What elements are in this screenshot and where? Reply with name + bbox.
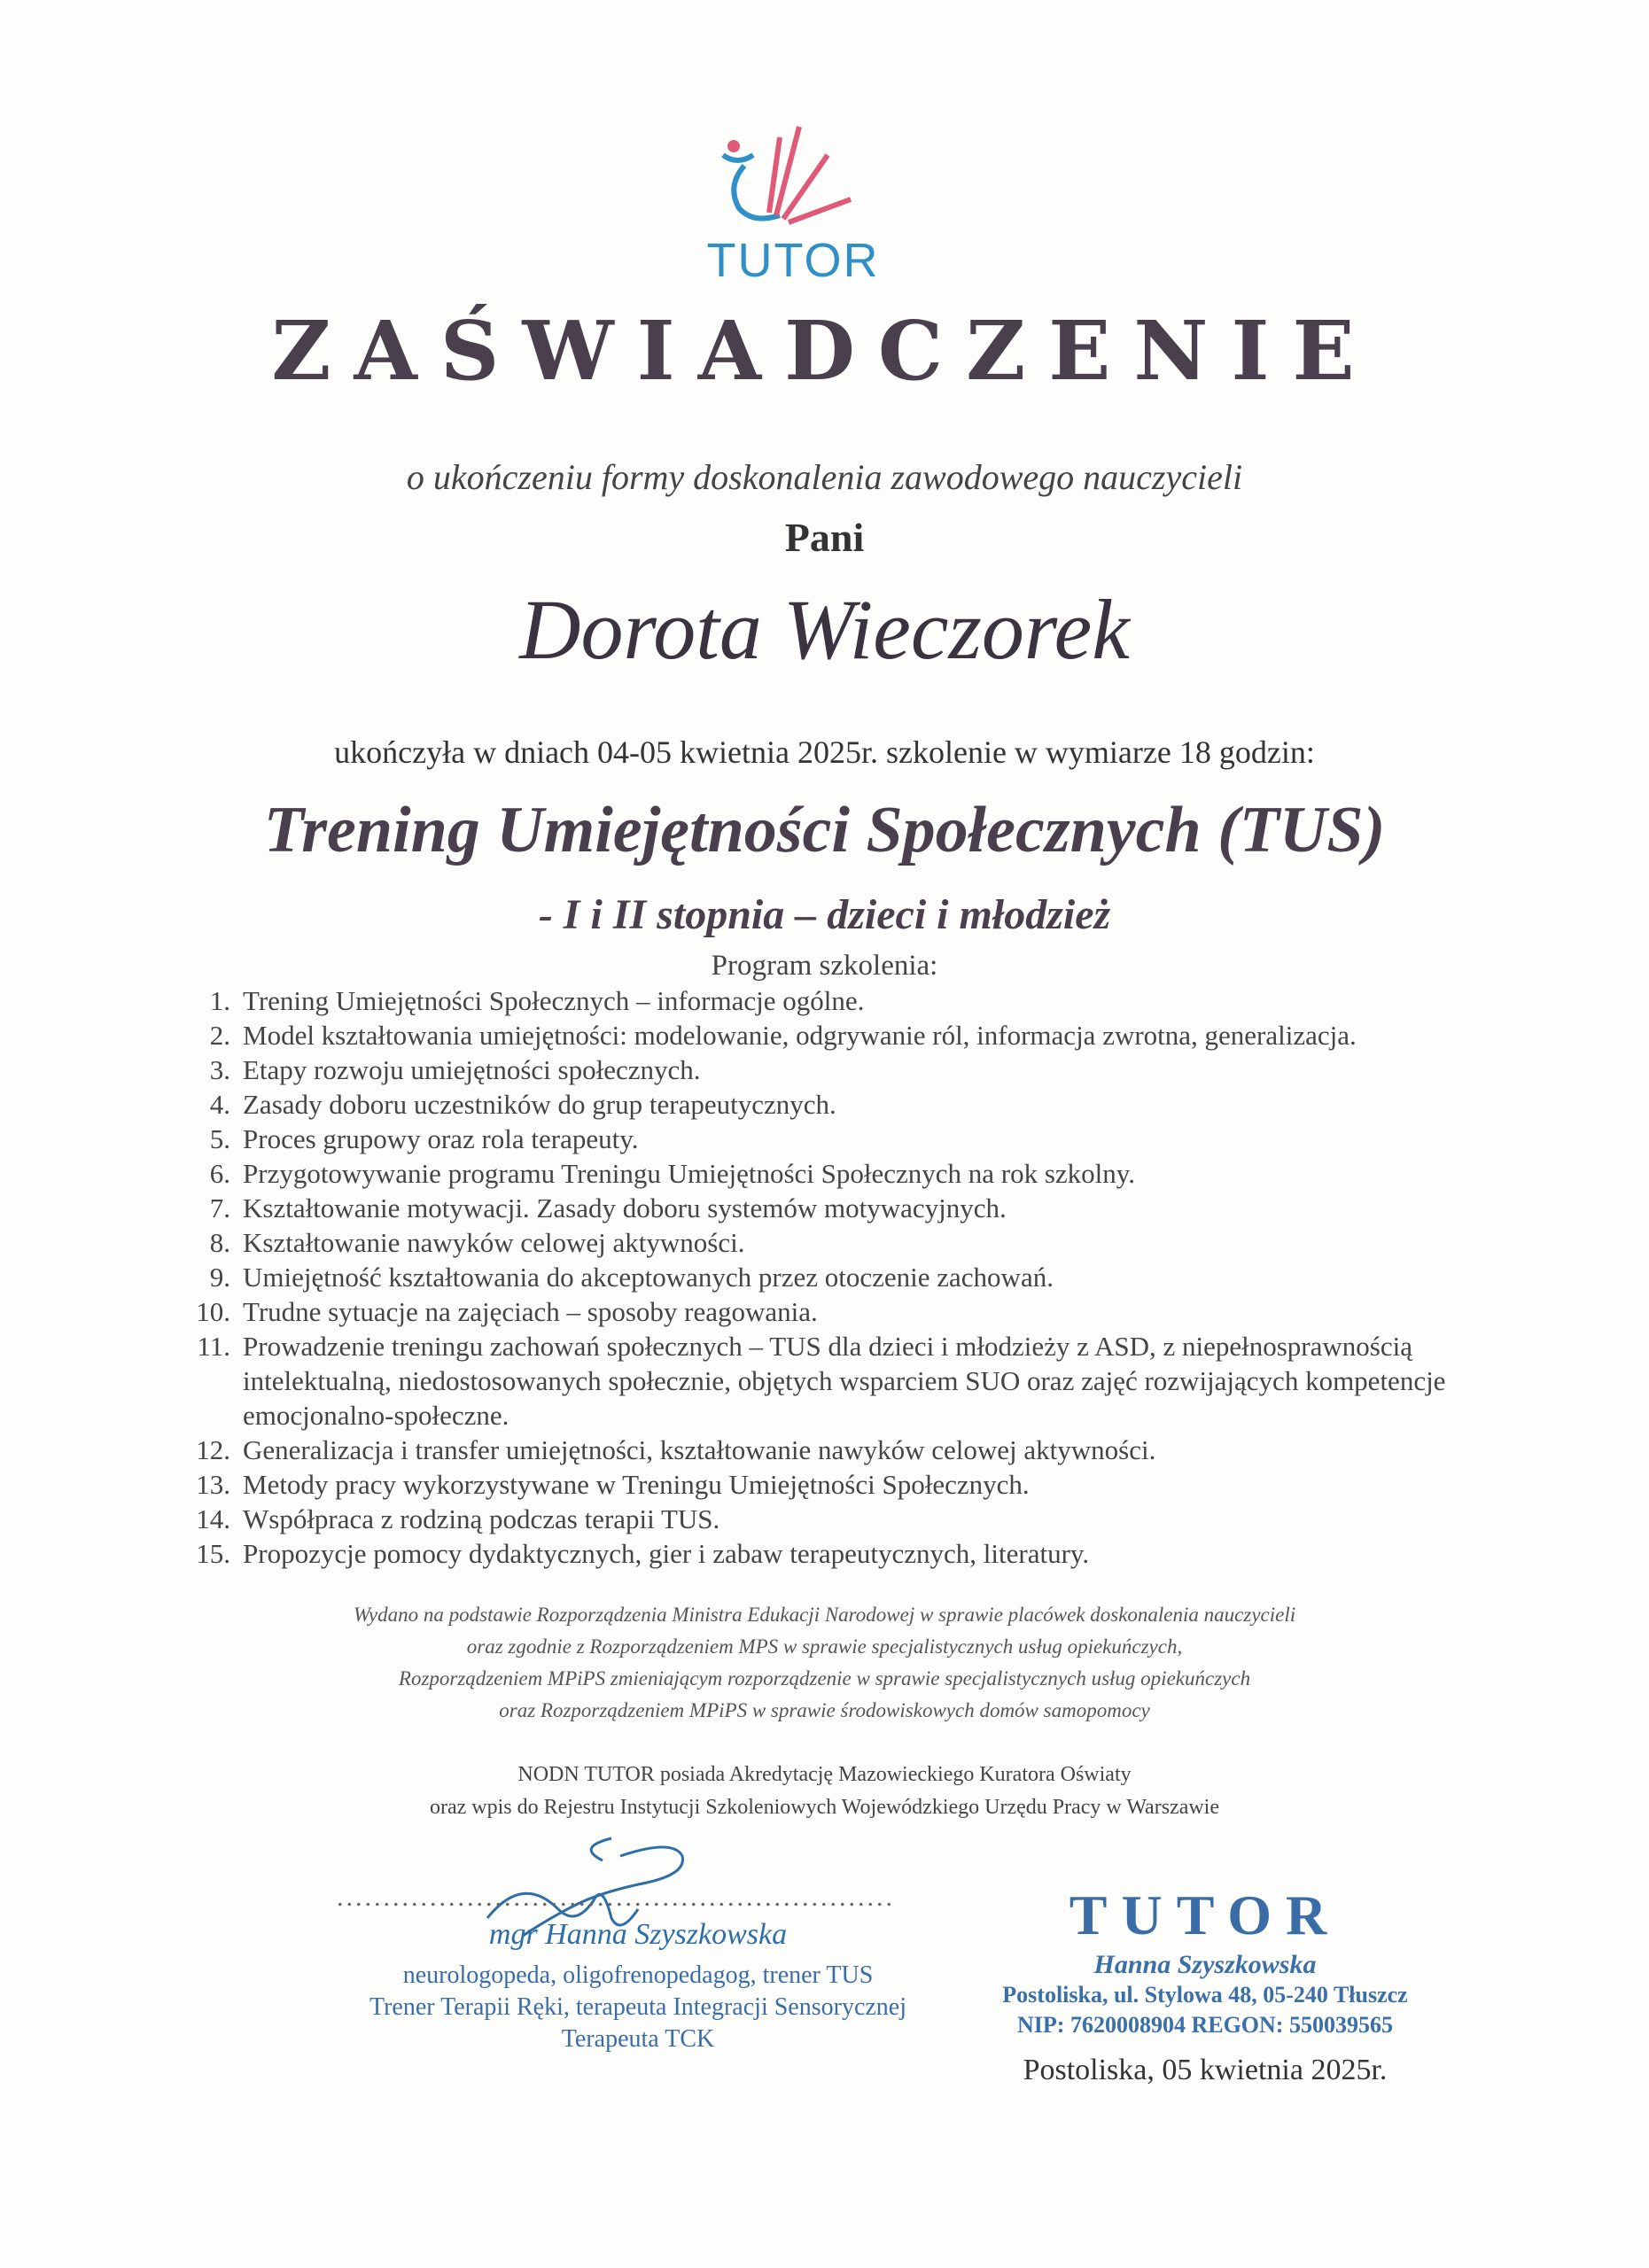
program-item-text: Metody pracy wykorzystywane w Treningu Umiejętności Społecznych.	[243, 1469, 1030, 1500]
completion-text: ukończyła w dniach 04-05 kwietnia 2025r. szkolenie w wymiarze 18 godzin:	[334, 734, 1315, 770]
program-item-text: Kształtowanie nawyków celowej aktywności.	[243, 1227, 745, 1258]
program-item	[186, 1294, 1462, 1329]
signer-role: neurologopeda, oligofrenopedagog, trener TUS	[402, 1961, 874, 1989]
legal-basis	[0, 1599, 1649, 1727]
program-item-number: 6.	[209, 1158, 230, 1189]
stamp-name: Hanna Szyszkowska	[1093, 1950, 1317, 1979]
accreditation	[0, 1759, 1649, 1824]
program-item-text: Kształtowanie motywacji. Zasady doboru systemów motywacyjnych.	[243, 1192, 1007, 1223]
program-item-number: 3.	[209, 1054, 230, 1085]
program-item-text: Generalizacja i transfer umiejętności, kształtowanie nawyków celowej aktywności.	[243, 1434, 1156, 1465]
program-item-number: 13.	[196, 1469, 230, 1500]
program-item-text: Etapy rozwoju umiejętności społecznych.	[243, 1054, 701, 1085]
stamp-title: TUTOR	[1069, 1884, 1342, 1946]
stamp-address: Postoliska, ul. Stylowa 48, 05-240 Tłuszcz	[1002, 1982, 1408, 2008]
program-item	[186, 1087, 1462, 1122]
accreditation-line: oraz wpis do Rejestru Instytucji Szkoleniowych Wojewódzkiego Urzędu Pracy w Warszawie	[429, 1796, 1219, 1819]
legal-basis-line: Wydano na podstawie Rozporządzenia Ministra Edukacji Narodowej w sprawie placówek doskonalenia nauczycieli	[353, 1604, 1296, 1626]
logo-text: TUTOR	[706, 234, 880, 287]
legal-basis-line: Rozporządzeniem MPiPS zmieniającym rozporządzenie w sprawie specjalistycznych usług opiekuńczych	[398, 1667, 1251, 1689]
program-item-number: 15.	[196, 1538, 230, 1569]
course-title: Trening Umiejętności Społecznych (TUS)	[263, 794, 1386, 866]
program-item-text: Współpraca z rodziną podczas terapii TUS.	[243, 1503, 720, 1534]
tutor-logo	[700, 120, 895, 287]
salutation: Pani	[784, 515, 865, 560]
program-item	[186, 1191, 1462, 1225]
program-item	[186, 1467, 1462, 1502]
program-item-number: 14.	[196, 1503, 230, 1534]
accreditation-line: NODN TUTOR posiada Akredytację Mazowieckiego Kuratora Oświaty	[517, 1763, 1132, 1786]
program-item	[186, 983, 1462, 1018]
program-item-number: 10.	[196, 1296, 230, 1327]
legal-basis-line: oraz zgodnie z Rozporządzeniem MPS w sprawie specjalistycznych usług opiekuńczych,	[466, 1635, 1183, 1658]
signer-name: mgr Hanna Szyszkowska	[488, 1918, 788, 1951]
program-item-text: Proces grupowy oraz rola terapeuty.	[243, 1123, 639, 1154]
company-stamp	[922, 1883, 1489, 2040]
signer-role: Trener Terapii Ręki, terapeuta Integracji Sensorycznej	[369, 1993, 907, 2021]
program-item	[186, 1122, 1462, 1156]
program-item-text: Przygotowywanie programu Treningu Umiejętności Społecznych na rok szkolny.	[243, 1158, 1136, 1189]
program-item-number: 1.	[209, 985, 230, 1016]
program-item-number: 2.	[209, 1020, 230, 1051]
program-item	[186, 1225, 1462, 1260]
program-item-text: Umiejętność kształtowania do akceptowanych przez otoczenie zachowań.	[243, 1262, 1054, 1293]
document-title: ZAŚWIADCZENIE	[271, 303, 1378, 399]
place-and-date: Postoliska, 05 kwietnia 2025r.	[1023, 2054, 1388, 2086]
program-item-number: 7.	[209, 1192, 230, 1223]
program-item	[186, 1329, 1462, 1433]
program-item-number: 9.	[209, 1262, 230, 1293]
program-item	[186, 1018, 1462, 1052]
course-subtitle: - I i II stopnia – dzieci i młodzież	[538, 891, 1111, 938]
legal-basis-line: oraz Rozporządzeniem MPiPS w sprawie środowiskowych domów samopomocy	[499, 1699, 1150, 1721]
program-item-text: Prowadzenie treningu zachowań społecznych – TUS dla dzieci i młodzieży z ASD, z niepełnosprawnością intelektualną, niedostosowanych społecznie, objętych wsparciem SUO oraz zajęć rozwijających kompetencje emocjonalno-społeczne.	[243, 1331, 1446, 1431]
program-item	[186, 1502, 1462, 1536]
program-item-number: 8.	[209, 1227, 230, 1258]
signature-line: ............................................................	[337, 1883, 895, 1912]
program-item-number: 12.	[196, 1434, 230, 1465]
program-item	[186, 1433, 1462, 1467]
recipient-name: Dorota Wieczorek	[519, 582, 1130, 677]
program-item	[186, 1156, 1462, 1191]
program-item-text: Zasady doboru uczestników do grup terapeutycznych.	[243, 1089, 836, 1120]
tutor-logo-figure-with-rays-icon	[718, 120, 868, 235]
program-item-number: 11.	[197, 1331, 230, 1362]
signer-role: Terapeuta TCK	[561, 2025, 715, 2053]
program-item	[186, 1260, 1462, 1294]
program-item-text: Model kształtowania umiejętności: modelowanie, odgrywanie ról, informacja zwrotna, generalizacja.	[243, 1020, 1357, 1051]
program-item	[186, 1536, 1462, 1571]
program-item-text: Trudne sytuacje na zajęciach – sposoby reagowania.	[243, 1296, 818, 1327]
program-item-text: Trening Umiejętności Społecznych – informacje ogólne.	[243, 985, 865, 1016]
program-item-text: Propozycje pomocy dydaktycznych, gier i zabaw terapeutycznych, literatury.	[243, 1538, 1090, 1569]
program-item	[186, 1052, 1462, 1087]
document-subtitle: o ukończeniu formy doskonalenia zawodowego nauczycieli	[406, 457, 1243, 497]
program-item-number: 5.	[209, 1123, 230, 1154]
program-list	[186, 983, 1462, 1571]
stamp-ids: NIP: 7620008904 REGON: 550039565	[1017, 2012, 1393, 2038]
program-item-number: 4.	[209, 1089, 230, 1120]
program-heading: Program szkolenia:	[711, 950, 938, 982]
